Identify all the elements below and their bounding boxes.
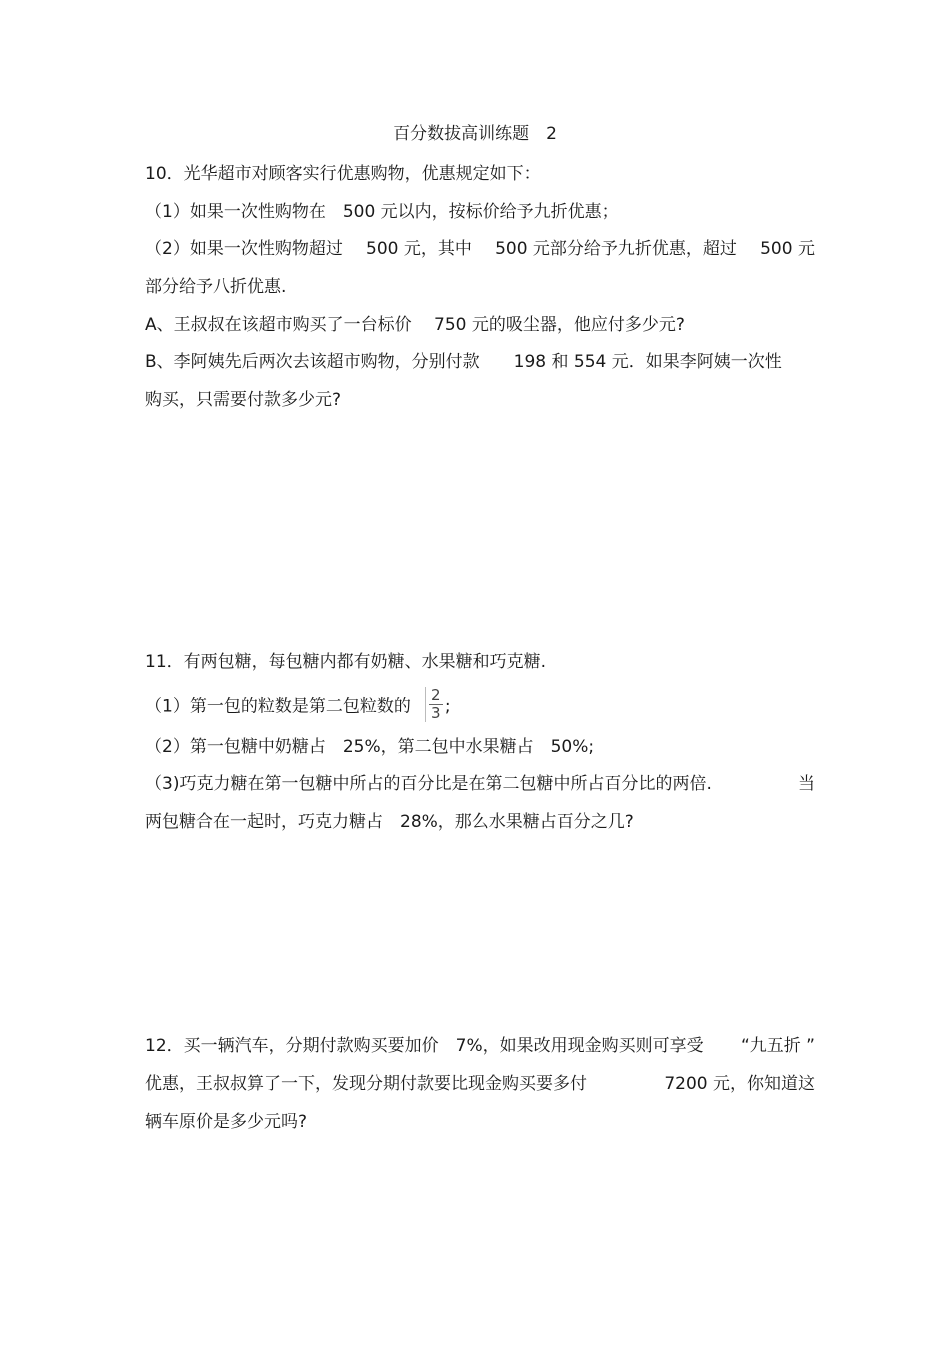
q12-stem-quote: “九五折 ” [740,1036,815,1056]
q10-rule-2 [145,237,815,261]
fraction [425,687,443,722]
q10-rule-2-part-3: 500 元部分给予九折优惠，超过 [495,239,737,259]
q11-condition-1-end: ; [444,696,451,717]
q11-condition-1-text: （1）第一包的粒数是第二包粒数的 [145,696,411,717]
q12-line-2-text: 优惠，王叔叔算了一下，发现分期付款要比现金购买要多付 [145,1074,587,1094]
q12-line-2-end: 7200 元，你知道这 [664,1074,815,1094]
q12-stem-text: 12．买一辆汽车，分期付款购买要加价 7%，如果改用现金购买则可享受 [145,1036,704,1056]
q11-condition-3-text: （3)巧克力糖在第一包糖中所占的百分比是在第二包糖中所占百分比的两倍. [145,774,712,794]
q12-line-2 [145,1072,815,1096]
q10-rule-2-cont: 部分给予八折优惠. [145,277,287,297]
q10-question-b-cont: 购买，只需要付款多少元? [145,390,342,410]
q11-condition-3-end: 当 [798,774,815,794]
q10-question-b: B、李阿姨先后两次去该超市购物，分别付款 198 和 554 元．如果李阿姨一次性 [145,352,782,372]
q11-question: 两包糖合在一起时，巧克力糖占 28%，那么水果糖占百分之几? [145,812,634,832]
q10-rule-1: （1）如果一次性购物在 500 元以内，按标价给予九折优惠； [145,202,619,222]
q10-question-a: A、王叔叔在该超市购买了一台标价 750 元的吸尘器，他应付多少元? [145,315,685,335]
q10-rule-2-part-4: 500 元 [760,239,815,259]
q10-rule-2-part-2: 500 元，其中 [366,239,472,259]
q10-stem: 10．光华超市对顾客实行优惠购物，优惠规定如下： [145,164,541,184]
document-title: 百分数拔高训练题 2 [393,124,557,144]
q10-rule-2-part-1: （2）如果一次性购物超过 [145,239,343,259]
fraction-denominator: 3 [431,704,441,722]
fraction-numerator: 2 [431,686,441,704]
q12-question: 辆车原价是多少元吗? [145,1112,308,1132]
q12-stem [145,1034,815,1058]
q11-condition-2: （2）第一包糖中奶糖占 25%，第二包中水果糖占 50%; [145,737,595,757]
q11-condition-3 [145,772,815,796]
q11-condition-1 [145,686,815,724]
q11-stem: 11．有两包糖，每包糖内都有奶糖、水果糖和巧克糖. [145,652,547,672]
